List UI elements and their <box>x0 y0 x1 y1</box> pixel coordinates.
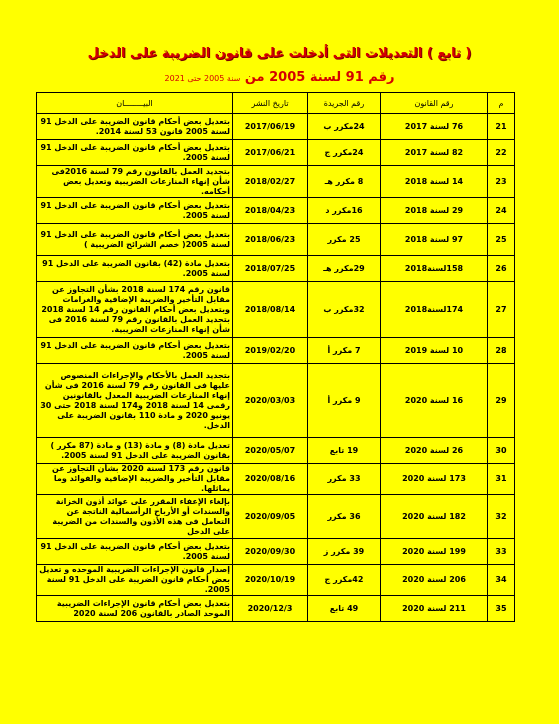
cell-law-number: 29 لسنة 2018 <box>381 198 488 224</box>
col-header-num: م <box>488 93 515 114</box>
cell-publish-date: 2018/08/14 <box>233 282 308 338</box>
table-row <box>37 539 515 565</box>
cell-gazette-number: 42مكرر ج <box>308 565 381 596</box>
cell-num: 27 <box>488 282 515 338</box>
cell-gazette-number: 39 مكرر ز <box>308 539 381 565</box>
cell-description: قانون رقم 174 لسنة 2018 بشأن التجاوز عن مقابل التأخير والضريبة الإضافية والغرامات وبتعديل بعض أحكام القانون رقم 14 لسنة 2018 بتجديد العمل بالقانون رقم 79 لسنة 2016 فى شأن إنهاء المنازعات الضريبية. <box>37 282 233 338</box>
page-subtitle <box>0 70 559 85</box>
cell-law-number: 82 لسنة 2017 <box>381 140 488 166</box>
cell-law-number: 14 لسنة 2018 <box>381 166 488 198</box>
cell-publish-date: 2020/10/19 <box>233 565 308 596</box>
cell-law-number: 26 لسنة 2020 <box>381 438 488 464</box>
cell-law-number: 206 لسنة 2020 <box>381 565 488 596</box>
cell-publish-date: 2018/06/23 <box>233 224 308 256</box>
page-title: ( تابع ) التعديلات التى أدخلت على قانون الضريبة على الدخل <box>87 46 472 61</box>
cell-description: قانون رقم 173 لسنة 2020 بشأن التجاوز عن مقابل التأخير والضريبة الإضافية والفوائد وما يماثلها. <box>37 464 233 495</box>
table-row <box>37 198 515 224</box>
cell-publish-date: 2019/02/20 <box>233 338 308 364</box>
cell-publish-date: 2020/09/30 <box>233 539 308 565</box>
cell-num: 24 <box>488 198 515 224</box>
cell-num: 31 <box>488 464 515 495</box>
cell-law-number: 158لسنة2018 <box>381 256 488 282</box>
cell-num: 34 <box>488 565 515 596</box>
cell-law-number: 10 لسنة 2019 <box>381 338 488 364</box>
table-row <box>37 565 515 596</box>
cell-gazette-number: 24مكرر ج <box>308 140 381 166</box>
cell-law-number: 173 لسنة 2020 <box>381 464 488 495</box>
table-row <box>37 282 515 338</box>
table-row <box>37 140 515 166</box>
cell-description: بتعديل بعض أحكام قانون الضريبة على الدخل 91 لسنة 2005. <box>37 198 233 224</box>
cell-num: 23 <box>488 166 515 198</box>
table-row <box>37 114 515 140</box>
cell-gazette-number: 9 مكرر أ <box>308 364 381 438</box>
table-row <box>37 364 515 438</box>
cell-num: 30 <box>488 438 515 464</box>
cell-publish-date: 2020/12/3 <box>233 596 308 622</box>
cell-gazette-number: 49 تابع <box>308 596 381 622</box>
cell-publish-date: 2017/06/19 <box>233 114 308 140</box>
cell-description: بإلغاء الإعفاء المقرر على عوائد أذون الخزانة والسندات أو الأرباح الرأسمالية الناتجة عن التعامل فى هذه الأذون والسندات من الضريبة على الدخل <box>37 495 233 539</box>
cell-law-number: 76 لسنة 2017 <box>381 114 488 140</box>
cell-publish-date: 2020/05/07 <box>233 438 308 464</box>
cell-publish-date: 2020/03/03 <box>233 364 308 438</box>
cell-gazette-number: 16مكرر د <box>308 198 381 224</box>
amendments-table <box>36 92 515 622</box>
cell-description: بتعديل بعض أحكام قانون الضريبة على الدخل 91 لسنة 2005( خصم الشرائح الضريبية ) <box>37 224 233 256</box>
cell-num: 29 <box>488 364 515 438</box>
cell-description: بتعديل بعض أحكام قانون الضريبة على الدخل 91 لسنة 2005. <box>37 539 233 565</box>
cell-publish-date: 2018/04/23 <box>233 198 308 224</box>
cell-law-number: 199 لسنة 2020 <box>381 539 488 565</box>
cell-description: بتعديل بعض أحكام قانون الإجراءات الضريبية الموحد الصادر بالقانون 206 لسنة 2020 <box>37 596 233 622</box>
cell-num: 26 <box>488 256 515 282</box>
table-row <box>37 495 515 539</box>
cell-description: بتعديل مادة (42) بقانون الضريبة على الدخل 91 لسنة 2005. <box>37 256 233 282</box>
cell-num: 22 <box>488 140 515 166</box>
cell-num: 35 <box>488 596 515 622</box>
cell-description: بتجديد العمل بالقانون رقم 79 لسنة 2016فى شأن إنهاء المنازعات الضريبية وتعديل بعض أحكامه. <box>37 166 233 198</box>
cell-description: إصدار قانون الإجراءات الضريبية الموحده و تعديل بعض أحكام قانون الضريبة على الدخل 91 لسنة 2005. <box>37 565 233 596</box>
cell-publish-date: 2020/08/16 <box>233 464 308 495</box>
cell-gazette-number: 7 مكرر أ <box>308 338 381 364</box>
cell-gazette-number: 8 مكرر هـ <box>308 166 381 198</box>
cell-publish-date: 2020/09/05 <box>233 495 308 539</box>
cell-law-number: 182 لسنة 2020 <box>381 495 488 539</box>
table-row <box>37 166 515 198</box>
subtitle-main: رقم 91 لسنة 2005 من <box>244 70 395 85</box>
cell-gazette-number: 36 مكرر <box>308 495 381 539</box>
cell-description: بتعديل بعض أحكام قانون الضريبة على الدخل 91 لسنة 2005 قانون 53 لسنة 2014. <box>37 114 233 140</box>
cell-publish-date: 2018/02/27 <box>233 166 308 198</box>
table-row <box>37 596 515 622</box>
cell-law-number: 211 لسنة 2020 <box>381 596 488 622</box>
col-header-date: تاريخ النشر <box>233 93 308 114</box>
subtitle-small: سنة 2005 حتى 2021 <box>164 74 241 83</box>
cell-description: بتعديل بعض أحكام قانون الضريبة على الدخل 91 لسنة 2005. <box>37 140 233 166</box>
table-row <box>37 464 515 495</box>
cell-publish-date: 2017/06/21 <box>233 140 308 166</box>
cell-gazette-number: 25 مكرر <box>308 224 381 256</box>
cell-num: 21 <box>488 114 515 140</box>
cell-gazette-number: 33 مكرر <box>308 464 381 495</box>
cell-gazette-number: 19 تابع <box>308 438 381 464</box>
col-header-desc: البيــــــــان <box>37 93 233 114</box>
cell-num: 25 <box>488 224 515 256</box>
cell-law-number: 16 لسنة 2020 <box>381 364 488 438</box>
cell-publish-date: 2018/07/25 <box>233 256 308 282</box>
col-header-paper: رقم الجريدة <box>308 93 381 114</box>
table-row <box>37 224 515 256</box>
cell-law-number: 174لسنة2018 <box>381 282 488 338</box>
cell-num: 33 <box>488 539 515 565</box>
table-row <box>37 256 515 282</box>
cell-gazette-number: 32مكرر ب <box>308 282 381 338</box>
col-header-law: رقم القانون <box>381 93 488 114</box>
table-row <box>37 438 515 464</box>
cell-description: بتعديل بعض أحكام قانون الضريبة على الدخل 91 لسنة 2005. <box>37 338 233 364</box>
table-row <box>37 338 515 364</box>
table-body <box>37 114 515 622</box>
cell-law-number: 97 لسنة 2018 <box>381 224 488 256</box>
cell-description: بتجديد العمل بالأحكام والإجراءات المنصوص عليها فى القانون رقم 79 لسنة 2016 فى شأن إنهاء المنازعات الضريبية المعدل بالقانونين رقمى 14 لسنة 2018 و174 لسنة 2018 حتى 30 يونيو 2020 و مادة 110 بقانون الضريبة على الدخل. <box>37 364 233 438</box>
cell-gazette-number: 24مكرر ب <box>308 114 381 140</box>
cell-num: 28 <box>488 338 515 364</box>
cell-num: 32 <box>488 495 515 539</box>
cell-description: تعديل مادة (8) و مادة (13) و مادة (87 مكرر ) بقانون الضريبة على الدخل 91 لسنة 2005. <box>37 438 233 464</box>
cell-gazette-number: 29مكرر هـ <box>308 256 381 282</box>
table-header-row <box>37 93 515 114</box>
